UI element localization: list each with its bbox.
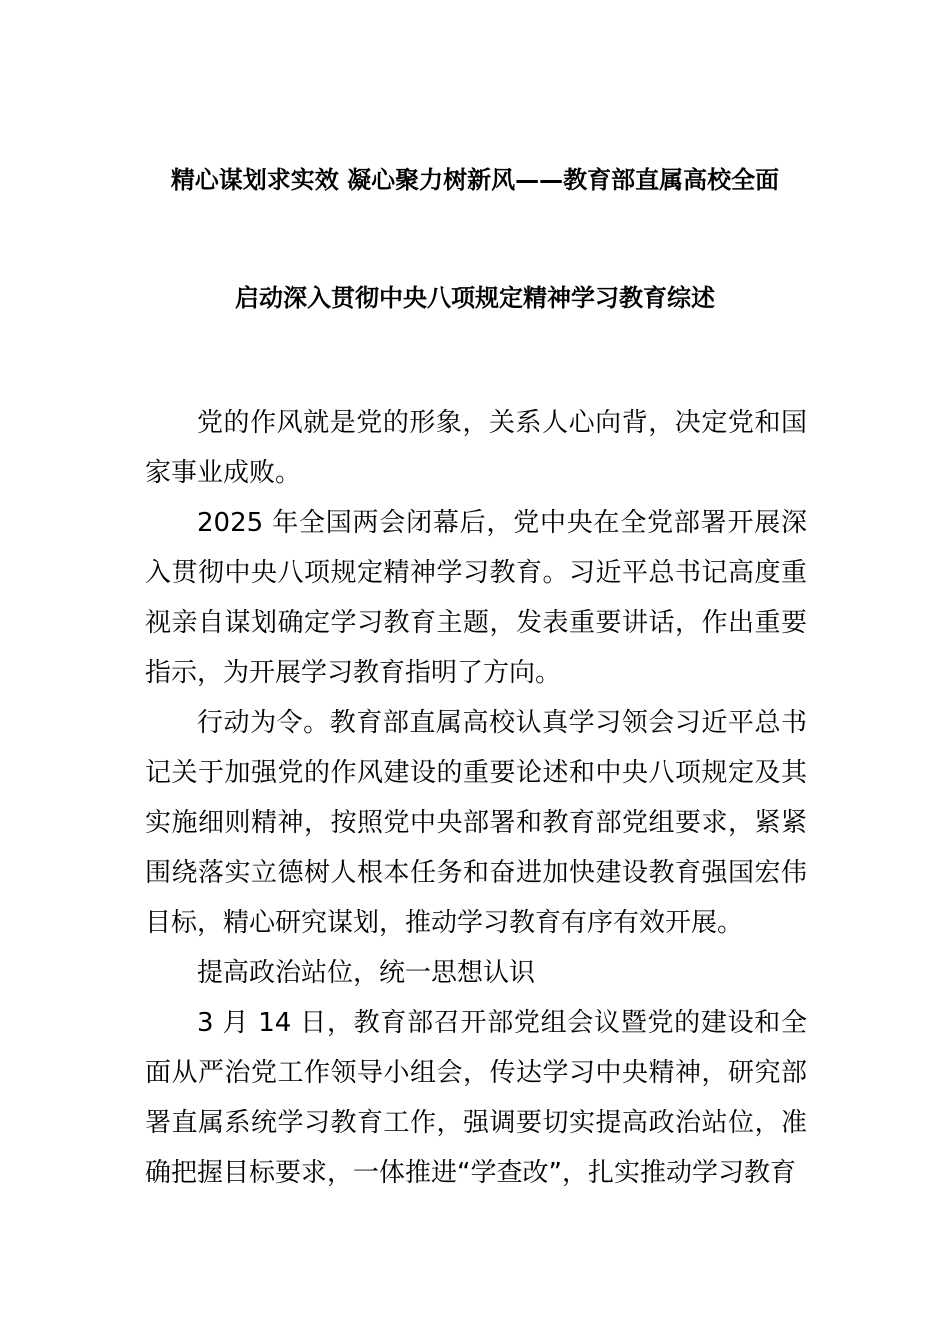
paragraph-meeting: 3 月 14 日，教育部召开部党组会议暨党的建设和全面从严治党工作领导小组会，传达学习中央精神，研究部署直属系统学习教育工作，强调要切实提高政治站位，准确把握目标要求，一体推进“学查改”，扎实推动学习教育: [145, 1008, 807, 1188]
paragraph-background: 2025 年全国两会闭幕后，党中央在全党部署开展深入贯彻中央八项规定精神学习教育。习近平总书记高度重视亲自谋划确定学习教育主题，发表重要讲话，作出重要指示，为开展学习教育指明了方向。: [145, 508, 807, 688]
document-title-line-2: 启动深入贯彻中央八项规定精神学习教育综述: [235, 284, 715, 312]
paragraph-intro: 党的作风就是党的形象，关系人心向背，决定党和国家事业成败。: [145, 408, 807, 488]
paragraph-action: 行动为令。教育部直属高校认真学习领会习近平总书记关于加强党的作风建设的重要论述和中央八项规定及其实施细则精神，按照党中央部署和教育部党组要求，紧紧围绕落实立德树人根本任务和奋进加快建设教育强国宏伟目标，精心研究谋划，推动学习教育有序有效开展。: [145, 708, 807, 938]
document-title-line-1: 精心谋划求实效 凝心聚力树新风——教育部直属高校全面: [170, 166, 780, 194]
document-body: [145, 398, 807, 1198]
section-heading: 提高政治站位，统一思想认识: [197, 958, 536, 988]
